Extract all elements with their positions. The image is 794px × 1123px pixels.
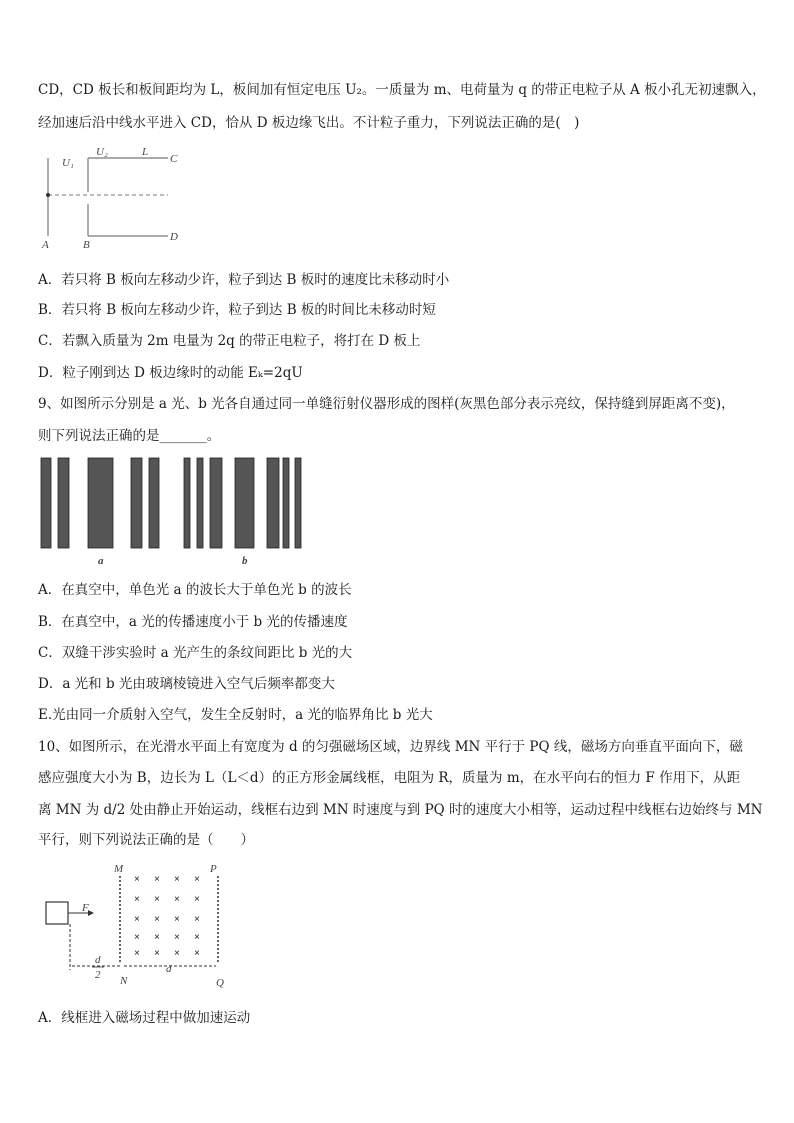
label-b: B bbox=[83, 239, 90, 251]
label-half-d-numerator: d bbox=[95, 954, 101, 966]
label-p: P bbox=[210, 863, 217, 875]
label-m: M bbox=[114, 863, 124, 875]
q9-option-e: E.光由同一介质射入空气，发生全反射时，a 光的临界角比 b 光大 bbox=[38, 707, 433, 723]
label-q: Q bbox=[216, 977, 224, 989]
label-pattern-b: b bbox=[242, 555, 248, 567]
q9-option-a: A．在真空中，单色光 a 的波长大于单色光 b 的波长 bbox=[38, 582, 352, 598]
q10-stem-line-1: 10、如图所示，在光滑水平面上有宽度为 d 的匀强磁场区域，边界线 MN 平行于 PQ 线，磁场方向垂直平面向下，磁 bbox=[38, 739, 743, 755]
q10-stem-line-4: 平行，则下列说法正确的是（ ） bbox=[38, 832, 254, 848]
svg-text:×: × bbox=[134, 874, 140, 885]
pattern-a bbox=[41, 458, 159, 548]
svg-text:×: × bbox=[174, 932, 180, 943]
q9-diffraction-figure bbox=[38, 456, 308, 570]
q10-stem-line-2: 感应强度大小为 B，边长为 L（L＜d）的正方形金属线框，电阻为 R，质量为 m，在水平向右的恒力 F 作用下，从距 bbox=[38, 770, 741, 786]
svg-text:×: × bbox=[154, 948, 160, 959]
magnetic-field-crosses bbox=[134, 874, 200, 959]
svg-text:×: × bbox=[174, 874, 180, 885]
svg-text:×: × bbox=[154, 914, 160, 925]
svg-text:×: × bbox=[194, 874, 200, 885]
q10-magnetic-field-figure bbox=[38, 860, 248, 990]
label-n: N bbox=[120, 975, 128, 987]
svg-text:×: × bbox=[134, 948, 140, 959]
svg-text:×: × bbox=[154, 932, 160, 943]
q9-stem-line-1: 9、如图所示分别是 a 光、b 光各自通过同一单缝衍射仪器形成的图样(灰黑色部分表示亮纹，保持缝到屏距离不变)， bbox=[38, 396, 735, 412]
pattern-b bbox=[184, 458, 301, 548]
label-c: C bbox=[170, 153, 178, 165]
svg-text:×: × bbox=[174, 894, 180, 905]
label-u1: U₁ bbox=[62, 157, 74, 169]
label-force-f: F bbox=[82, 902, 89, 914]
label-d: D bbox=[170, 231, 178, 243]
label-a: A bbox=[42, 239, 49, 251]
svg-text:×: × bbox=[174, 914, 180, 925]
svg-text:×: × bbox=[194, 894, 200, 905]
label-u2: U₂ bbox=[96, 146, 108, 158]
svg-text:×: × bbox=[134, 894, 140, 905]
q8-option-c: C．若飘入质量为 2m 电量为 2q 的带正电粒子，将打在 D 板上 bbox=[38, 333, 421, 349]
q10-option-a: A．线框进入磁场过程中做加速运动 bbox=[38, 1010, 251, 1026]
label-half-d-denominator: 2 bbox=[95, 969, 101, 981]
q9-option-c: C．双缝干涉实验时 a 光产生的条纹间距比 b 光的大 bbox=[38, 645, 353, 661]
q8-option-b: B．若只将 B 板向左移动少许，粒子到达 B 板的时间比未移动时短 bbox=[38, 302, 436, 318]
q8-option-a: A．若只将 B 板向左移动少许，粒子到达 B 板时的速度比未移动时小 bbox=[38, 272, 450, 288]
q9-option-b: B．在真空中，a 光的传播速度小于 b 光的传播速度 bbox=[38, 614, 348, 630]
q8-stem-line-1: CD，CD 板长和板间距均为 L，板间加有恒定电压 U₂。一质量为 m、电荷量为 q 的带正电粒子从 A 板小孔无初速飘入， bbox=[38, 82, 766, 98]
label-l: L bbox=[142, 146, 149, 158]
svg-text:×: × bbox=[154, 874, 160, 885]
svg-text:×: × bbox=[194, 948, 200, 959]
svg-text:×: × bbox=[154, 894, 160, 905]
q10-stem-line-3: 离 MN 为 d/2 处由静止开始运动，线框右边到 MN 时速度与到 PQ 时的速度大小相等，运动过程中线框右边始终与 MN bbox=[38, 802, 763, 818]
q8-stem-line-2: 经加速后沿中线水平进入 CD，恰从 D 板边缘飞出。不计粒子重力，下列说法正确的是( ) bbox=[38, 115, 580, 131]
q8-capacitor-figure bbox=[38, 140, 188, 252]
svg-text:×: × bbox=[134, 932, 140, 943]
label-width-d: d bbox=[166, 963, 172, 975]
svg-text:×: × bbox=[174, 948, 180, 959]
q8-option-d: D．粒子刚到达 D 板边缘时的动能 Eₖ=2qU bbox=[38, 365, 303, 381]
svg-text:×: × bbox=[134, 914, 140, 925]
q9-stem-line-2: 则下列说法正确的是_______。 bbox=[38, 428, 221, 444]
q9-option-d: D．a 光和 b 光由玻璃棱镜进入空气后频率都变大 bbox=[38, 676, 335, 692]
svg-text:×: × bbox=[194, 932, 200, 943]
label-pattern-a: a bbox=[98, 555, 104, 567]
svg-text:×: × bbox=[194, 914, 200, 925]
